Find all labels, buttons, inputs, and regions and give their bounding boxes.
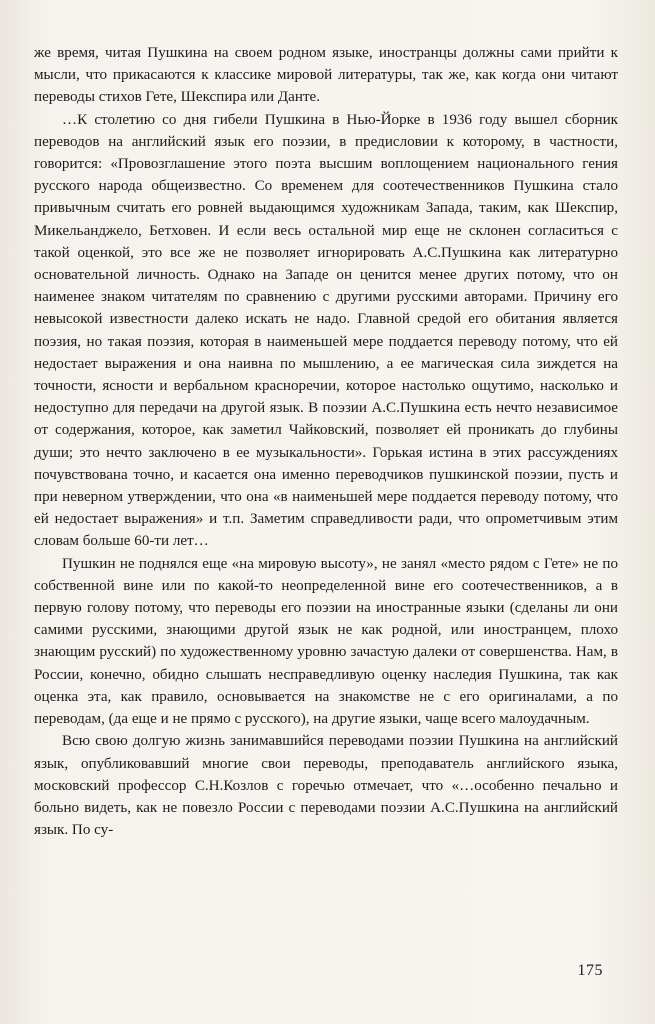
page-number: 175 [577, 962, 603, 979]
paragraph-4: Всю свою долгую жизнь занимавшийся переводами поэзии Пушкина на английский язык, опубликовавший многие свои переводы, преподаватель английского языка, московский профессор С.Н.Козлов с горечью отмечает, что «…особенно печально и больно видеть, как не повезло России с переводами поэзии А.С.Пушкина на английский язык. По су- [34, 733, 618, 839]
paragraph-3: Пушкин не поднялся еще «на мировую высоту», не занял «место рядом с Гете» не по собственной вине или по какой-то неопределенной вине его соотечественников, а в первую голову потому, что переводы его поэзии на иностранные языки (сделаны ли они самими русскими, знающими другой язык не как родной, или иностранцем, плохо знающим русский) по художественному уровню зачастую далеки от совершенства. Нам, в России, конечно, обидно слышать несправедливую оценку наследия Пушкина, так как оценка эта, как правило, основывается на знакомстве не с его оригиналами, а по переводам, (да еще и не прямо с русского), на другие языки, чаще всего малоудачным. [34, 555, 618, 728]
paragraph-2: …К столетию со дня гибели Пушкина в Нью-Йорке в 1936 году вышел сборник переводов на английский язык его поэзии, в предисловии к которому, в частности, говорится: «Провозглашение этого поэта высшим воплощением национального гения русского народа общеизвестно. Со временем для соотечественников Пушкина стало привычным считать его ровней выдающимся художникам Запада, таким, как Шекспир, Микельанджело, Бетховен. И если весь остальной мир еще не склонен согласиться с такой оценкой, это все же не позволяет игнорировать А.С.Пушкина как литературно основательной личность. Однако на Западе он ценится менее других потому, что он наименее знаком читателям по сравнению с другими русскими авторами. Причину его невысокой известности далеко искать не надо. Главной средой его обитания является поэзия, но такая поэзия, которая в наименьшей мере поддается переводу потому, что ей недостает выражения и она наивна по мышлению, а ее магическая сила зиждется на точности, ясности и вербальном красноречии, которое настолько ощутимо, насколько и недоступно для передачи на другой язык. В поэзии А.С.Пушкина есть нечто независимое от содержания, которое, как заметил Чайковский, позволяет ей проникать до глубины души; это нечто заключено в ее музыкальности». Горькая истина в этих рассуждениях почувствована точно, и касается она именно переводчиков пушкинской поэзии, пусть и при неверном утверждении, что она «в наименьшей мере поддается переводу потому, что ей недостает выражения» и т.п. Заметим справедливости ради, что опрометчивым этим словам больше 60-ти лет… [34, 111, 618, 550]
paragraph-1: же время, читая Пушкина на своем родном языке, иностранцы должны сами прийти к мысли, что прикасаются к классике мировой литературы, так же, как когда они читают переводы стихов Гете, Шекспира или Данте. [34, 45, 618, 106]
body-text [34, 42, 618, 841]
